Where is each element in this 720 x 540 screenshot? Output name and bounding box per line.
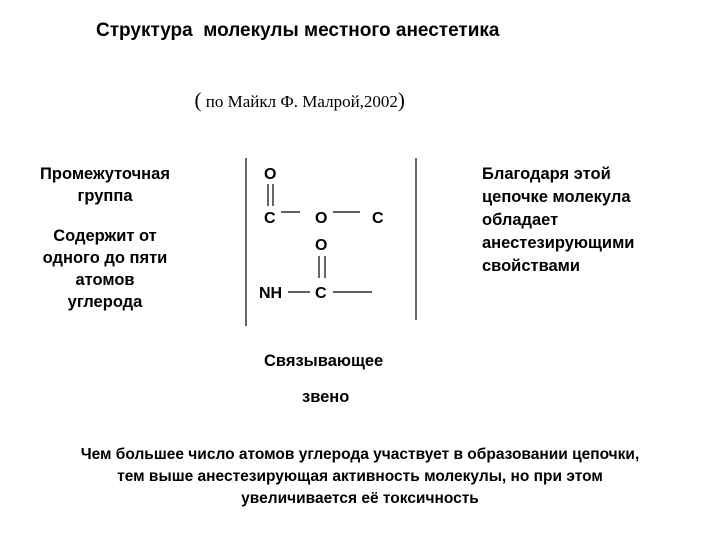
citation-text: по Майкл Ф. Малрой,2002 <box>201 92 398 111</box>
note-line: цепочке молекула <box>482 188 631 206</box>
citation-open-paren: ( <box>194 88 202 112</box>
diagram-title: Структура молекулы местного анестетика <box>96 20 500 41</box>
footer-line: увеличивается её токсичность <box>241 490 479 507</box>
description-line: атомов <box>75 271 135 289</box>
atom-nh: NH <box>259 285 283 302</box>
note-line: анестезирующими <box>482 234 635 252</box>
footer-line: Чем большее число атомов углерода участвует в образовании цепочки, <box>80 446 640 463</box>
note-line: Благодаря этой <box>482 165 611 183</box>
atom-c-bottom: C <box>315 285 327 302</box>
intermediate-group-heading-line1: Промежуточная <box>40 165 170 183</box>
description-line: Содержит от <box>53 227 157 245</box>
atom-c-right: C <box>372 210 384 227</box>
description-line: углерода <box>67 293 143 311</box>
atom-o-mid: O <box>315 210 328 227</box>
atom-c-left: C <box>264 210 276 227</box>
note-line: обладает <box>482 211 559 229</box>
note-line: свойствами <box>482 257 581 275</box>
atom-o-top: O <box>264 166 277 183</box>
linking-unit-label-line2: звено <box>302 388 350 406</box>
linking-unit-label-line1: Связывающее <box>264 352 384 370</box>
footer-line: тем выше анестезирующая активность молекулы, но при этом <box>117 468 603 485</box>
description-line: одного до пяти <box>42 249 168 267</box>
intermediate-group-heading-line2: группа <box>77 187 133 205</box>
citation-close-paren: ) <box>397 88 405 112</box>
footer-conclusion <box>18 444 702 510</box>
atom-o-second: O <box>315 237 328 254</box>
